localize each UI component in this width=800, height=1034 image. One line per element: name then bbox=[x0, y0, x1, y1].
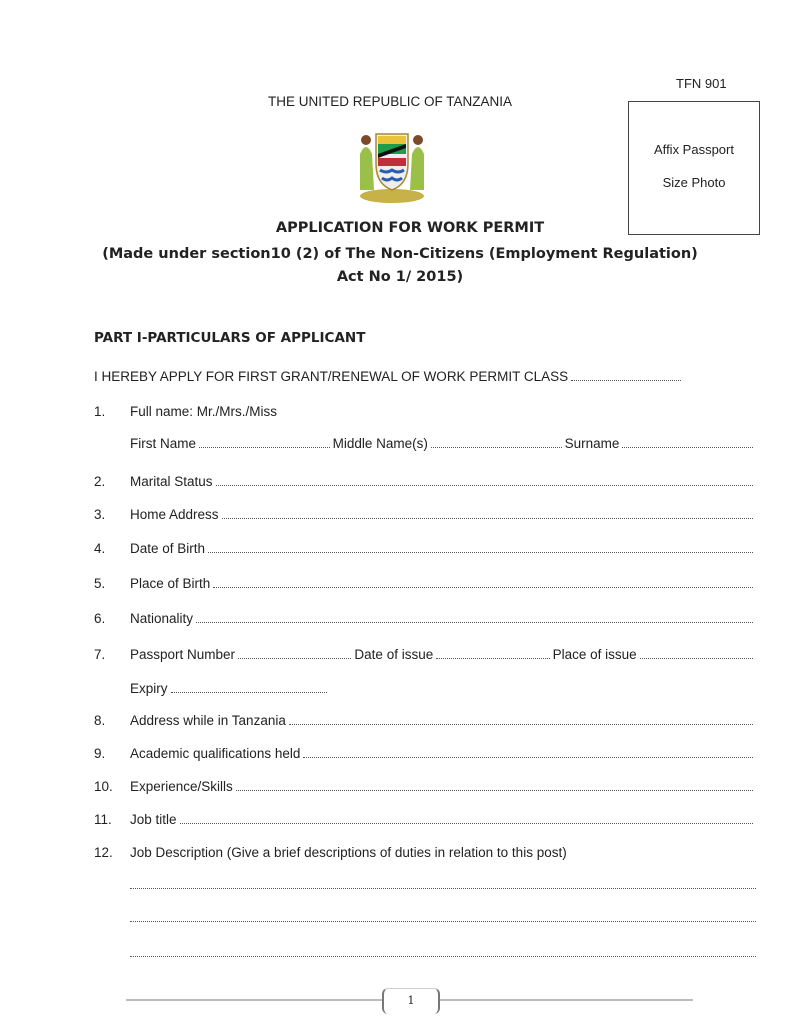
place-of-issue-field[interactable] bbox=[640, 646, 753, 659]
field-number: 6. bbox=[94, 611, 106, 626]
field-home-address bbox=[94, 506, 756, 524]
photo-box-line2: Size Photo bbox=[662, 175, 726, 190]
footer-rule-left bbox=[126, 999, 382, 1001]
home-address-field[interactable] bbox=[222, 506, 753, 519]
first-name-field[interactable] bbox=[199, 435, 330, 448]
nationality-field[interactable] bbox=[196, 610, 753, 623]
field-nationality bbox=[94, 610, 756, 628]
job-description-line-2[interactable] bbox=[130, 921, 756, 922]
field-number: 5. bbox=[94, 576, 106, 591]
field-label: Marital Status bbox=[130, 474, 213, 489]
field-date-of-birth bbox=[94, 540, 756, 558]
apply-statement-row bbox=[94, 368, 684, 386]
field-label: Full name: Mr./Mrs./Miss bbox=[130, 404, 278, 419]
date-of-issue-field[interactable] bbox=[436, 646, 549, 659]
photo-box-line1: Affix Passport bbox=[654, 142, 734, 157]
date-of-birth-field[interactable] bbox=[208, 540, 753, 553]
address-tanzania-field[interactable] bbox=[289, 712, 753, 725]
expiry-field[interactable] bbox=[171, 680, 327, 693]
middle-name-field[interactable] bbox=[431, 435, 562, 448]
field-label: Job title bbox=[130, 812, 177, 827]
job-description-line-1[interactable] bbox=[130, 888, 756, 889]
academic-qualifications-field[interactable] bbox=[303, 745, 753, 758]
surname-field[interactable] bbox=[622, 435, 753, 448]
field-job-title bbox=[94, 811, 756, 829]
apply-statement: I HEREBY APPLY FOR FIRST GRANT/RENEWAL OF WORK PERMIT CLASS bbox=[94, 369, 569, 384]
date-of-issue-label: Date of issue bbox=[354, 647, 434, 662]
name-parts-row bbox=[130, 435, 756, 453]
passport-photo-box bbox=[628, 101, 760, 235]
field-number: 12. bbox=[94, 845, 113, 860]
field-place-of-birth bbox=[94, 575, 756, 593]
field-full-name bbox=[94, 404, 756, 422]
middle-name-label: Middle Name(s) bbox=[332, 436, 428, 451]
coat-of-arms-emblem bbox=[352, 124, 432, 204]
field-number: 3. bbox=[94, 507, 106, 522]
first-name-label: First Name bbox=[130, 436, 197, 451]
field-number: 10. bbox=[94, 779, 113, 794]
field-passport bbox=[94, 646, 756, 664]
field-label: Job Description (Give a brief descriptions of duties in relation to this post) bbox=[130, 845, 567, 860]
field-label: Place of Birth bbox=[130, 576, 211, 591]
field-expiry bbox=[130, 680, 330, 698]
field-number: 2. bbox=[94, 474, 106, 489]
expiry-label: Expiry bbox=[130, 681, 168, 696]
place-of-issue-label: Place of issue bbox=[552, 647, 637, 662]
field-label: Passport Number bbox=[130, 647, 236, 662]
field-number: 1. bbox=[94, 404, 106, 419]
job-description-line-3[interactable] bbox=[130, 956, 756, 957]
field-experience bbox=[94, 778, 756, 796]
footer-rule-right bbox=[440, 999, 693, 1001]
part-heading: PART I-PARTICULARS OF APPLICANT bbox=[94, 330, 366, 346]
experience-field[interactable] bbox=[236, 778, 753, 791]
field-label: Address while in Tanzania bbox=[130, 713, 286, 728]
passport-number-field[interactable] bbox=[238, 646, 351, 659]
form-code: TFN 901 bbox=[676, 76, 727, 91]
form-subtitle-line2: Act No 1/ 2015) bbox=[336, 269, 464, 285]
permit-class-field[interactable] bbox=[571, 368, 681, 381]
field-job-description bbox=[94, 845, 756, 863]
marital-status-field[interactable] bbox=[216, 473, 753, 486]
field-number: 7. bbox=[94, 647, 106, 662]
field-marital-status bbox=[94, 473, 756, 491]
field-label: Home Address bbox=[130, 507, 219, 522]
form-title: APPLICATION FOR WORK PERMIT bbox=[275, 220, 545, 236]
field-number: 9. bbox=[94, 746, 106, 761]
form-subtitle-line1: (Made under section10 (2) of The Non-Citizens (Employment Regulation) bbox=[102, 246, 698, 262]
place-of-birth-field[interactable] bbox=[213, 575, 753, 588]
field-academic-qualifications bbox=[94, 745, 756, 763]
job-title-field[interactable] bbox=[180, 811, 753, 824]
field-number: 4. bbox=[94, 541, 106, 556]
surname-label: Surname bbox=[564, 436, 620, 451]
field-label: Academic qualifications held bbox=[130, 746, 301, 761]
field-number: 11. bbox=[94, 812, 112, 827]
field-address-tanzania bbox=[94, 712, 756, 730]
field-label: Experience/Skills bbox=[130, 779, 233, 794]
country-heading: THE UNITED REPUBLIC OF TANZANIA bbox=[267, 94, 513, 109]
page-number: 1 bbox=[382, 988, 440, 1014]
field-label: Date of Birth bbox=[130, 541, 206, 556]
field-number: 8. bbox=[94, 713, 106, 728]
field-label: Nationality bbox=[130, 611, 194, 626]
